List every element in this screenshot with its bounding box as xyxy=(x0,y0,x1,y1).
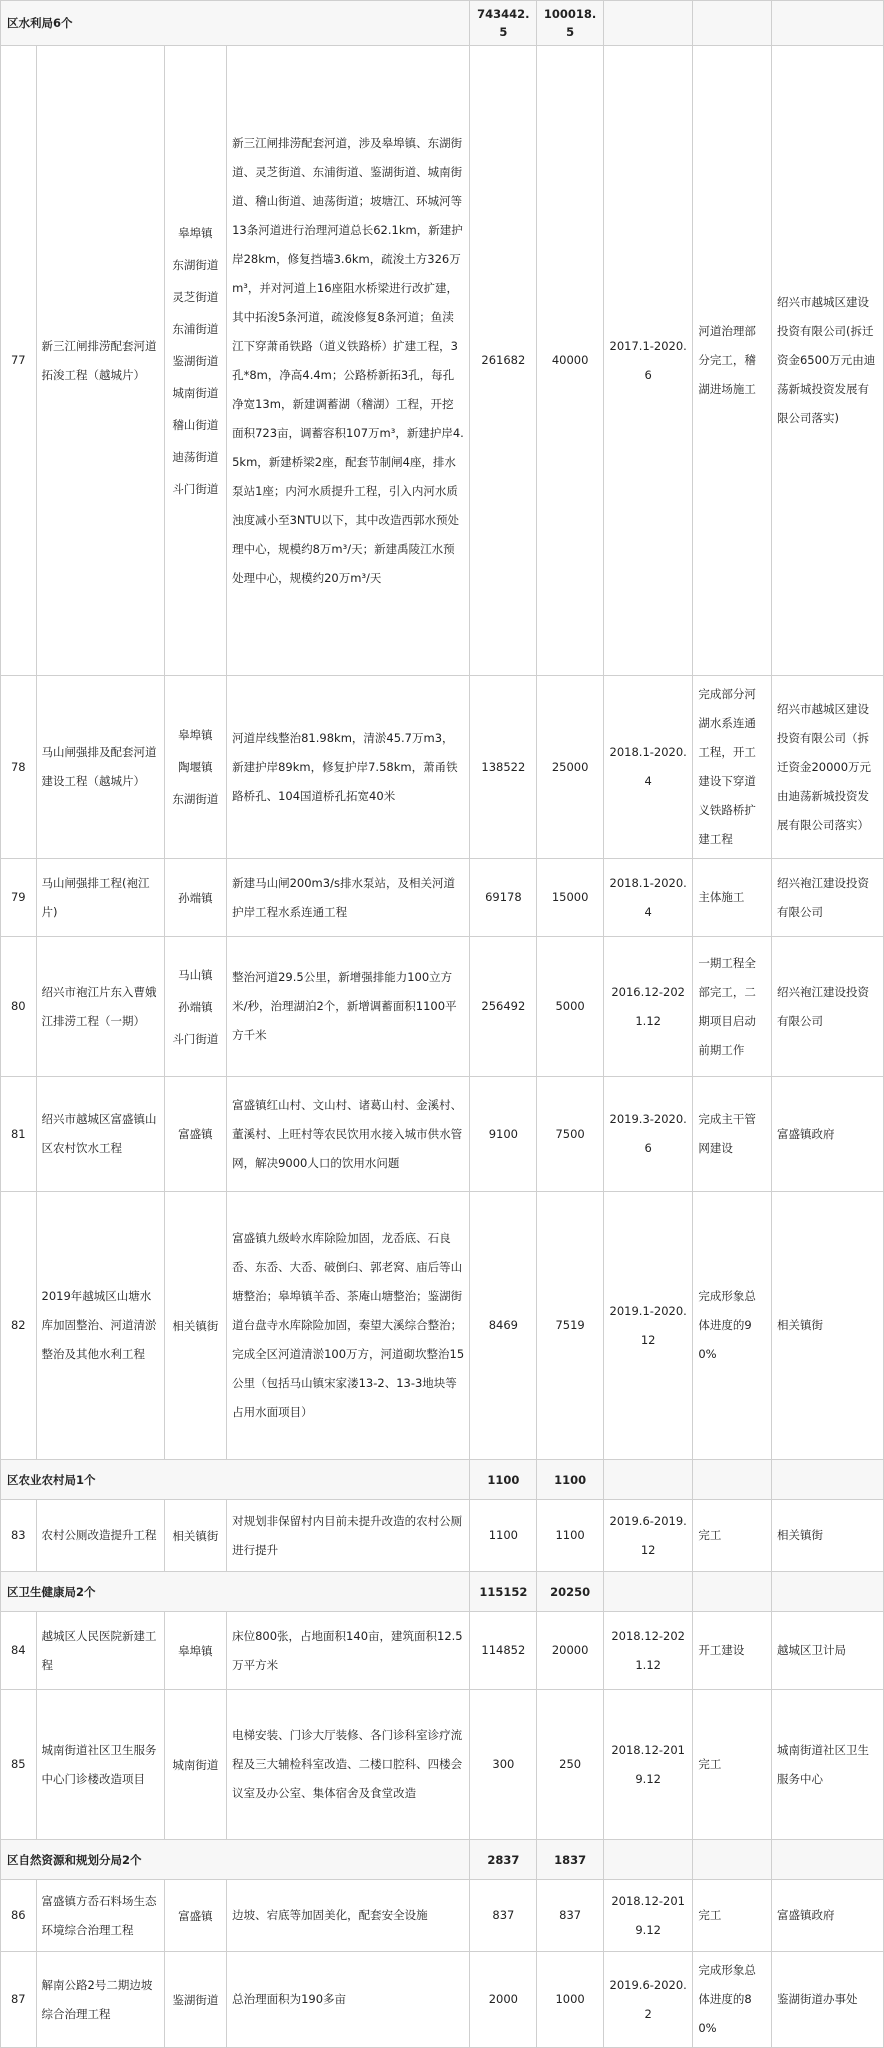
total-investment: 138522 xyxy=(470,676,537,859)
town-name: 稽山街道 xyxy=(172,417,219,432)
project-name: 绍兴市越城区富盛镇山区农村饮水工程 xyxy=(36,1077,164,1192)
empty-cell xyxy=(693,1572,772,1612)
town-name: 斗门街道 xyxy=(172,1031,219,1046)
project-content: 对规划非保留村内目前未提升改造的农村公厕进行提升 xyxy=(227,1500,470,1572)
start-end-time: 2016.12-2021.12 xyxy=(603,937,692,1077)
start-end-time: 2019.6-2019.12 xyxy=(603,1500,692,1572)
town-name: 城南街道 xyxy=(172,1757,219,1772)
progress: 完工 xyxy=(693,1690,772,1840)
group-row xyxy=(1,1840,884,1880)
row-index: 83 xyxy=(1,1500,37,1572)
total-investment: 837 xyxy=(470,1880,537,1952)
group-plan: 100018.5 xyxy=(537,1,604,46)
start-end-time: 2018.1-2020.4 xyxy=(603,676,692,859)
group-plan: 20250 xyxy=(537,1572,604,1612)
town-name: 斗门街道 xyxy=(172,481,219,496)
row-index: 82 xyxy=(1,1192,37,1460)
town-name: 东湖街道 xyxy=(172,792,219,806)
town-name: 城南街道 xyxy=(172,385,219,400)
table-row xyxy=(1,1612,884,1690)
planned-investment: 7500 xyxy=(537,1077,604,1192)
row-index: 81 xyxy=(1,1077,37,1192)
responsible-unit: 富盛镇政府 xyxy=(771,1077,883,1192)
planned-investment: 25000 xyxy=(537,676,604,859)
group-plan: 1837 xyxy=(537,1840,604,1880)
table-row xyxy=(1,1500,884,1572)
responsible-unit: 越城区卫计局 xyxy=(771,1612,883,1690)
total-investment: 261682 xyxy=(470,46,537,676)
row-index: 86 xyxy=(1,1880,37,1952)
planned-investment: 1100 xyxy=(537,1500,604,1572)
empty-cell xyxy=(693,1,772,46)
total-investment: 2000 xyxy=(470,1952,537,2048)
planned-investment: 1000 xyxy=(537,1952,604,2048)
table-row xyxy=(1,1880,884,1952)
project-content: 富盛镇红山村、文山村、诸葛山村、金溪村、董溪村、上旺村等农民饮用水接入城市供水管网，解决9000人口的饮用水问题 xyxy=(227,1077,470,1192)
table-row xyxy=(1,1077,884,1192)
empty-cell xyxy=(771,1460,883,1500)
group-name: 区水利局6个 xyxy=(1,1,470,46)
project-name: 马山闸强排工程(袍江片) xyxy=(36,859,164,937)
total-investment: 256492 xyxy=(470,937,537,1077)
table-row xyxy=(1,676,884,859)
project-content: 总治理面积为190多亩 xyxy=(227,1952,470,2048)
project-towns xyxy=(164,1192,226,1460)
table-body xyxy=(1,1,884,2048)
town-name: 鉴湖街道 xyxy=(172,353,219,368)
planned-investment: 15000 xyxy=(537,859,604,937)
town-name: 皋埠镇 xyxy=(178,1643,213,1658)
project-towns xyxy=(164,1690,226,1840)
group-total: 2837 xyxy=(470,1840,537,1880)
progress: 完成形象总体进度的80% xyxy=(693,1952,772,2048)
table-row xyxy=(1,46,884,676)
start-end-time: 2018.12-2019.12 xyxy=(603,1880,692,1952)
group-plan: 1100 xyxy=(537,1460,604,1500)
project-content: 边坡、宕底等加固美化，配套安全设施 xyxy=(227,1880,470,1952)
project-towns xyxy=(164,1077,226,1192)
town-name: 迪荡街道 xyxy=(172,449,219,464)
start-end-time: 2018.12-2019.12 xyxy=(603,1690,692,1840)
total-investment: 69178 xyxy=(470,859,537,937)
progress: 完工 xyxy=(693,1880,772,1952)
row-index: 80 xyxy=(1,937,37,1077)
project-towns xyxy=(164,1952,226,2048)
empty-cell xyxy=(603,1460,692,1500)
responsible-unit: 绍兴市越城区建设投资有限公司(拆迁资金6500万元由迪荡新城投资发展有限公司落实) xyxy=(771,46,883,676)
responsible-unit: 相关镇街 xyxy=(771,1192,883,1460)
empty-cell xyxy=(603,1,692,46)
table-row xyxy=(1,937,884,1077)
project-content: 整治河道29.5公里，新增强排能力100立方米/秒，治理湖泊2个，新增调蓄面积1100平方千米 xyxy=(227,937,470,1077)
progress: 完成部分河湖水系连通工程，开工建设下穿道义铁路桥扩建工程 xyxy=(693,676,772,859)
project-content: 床位800张，占地面积140亩，建筑面积12.5万平方米 xyxy=(227,1612,470,1690)
start-end-time: 2017.1-2020.6 xyxy=(603,46,692,676)
start-end-time: 2019.6-2020.2 xyxy=(603,1952,692,2048)
start-end-time: 2018.1-2020.4 xyxy=(603,859,692,937)
empty-cell xyxy=(603,1572,692,1612)
project-name: 城南街道社区卫生服务中心门诊楼改造项目 xyxy=(36,1690,164,1840)
project-name: 越城区人民医院新建工程 xyxy=(36,1612,164,1690)
town-name: 鉴湖街道 xyxy=(172,1992,219,2007)
project-towns xyxy=(164,46,226,676)
empty-cell xyxy=(693,1460,772,1500)
project-towns xyxy=(164,1500,226,1572)
empty-cell xyxy=(771,1840,883,1880)
town-name: 灵芝街道 xyxy=(172,289,219,304)
total-investment: 300 xyxy=(470,1690,537,1840)
project-name: 富盛镇方岙石料场生态环境综合治理工程 xyxy=(36,1880,164,1952)
planned-investment: 250 xyxy=(537,1690,604,1840)
progress: 开工建设 xyxy=(693,1612,772,1690)
total-investment: 8469 xyxy=(470,1192,537,1460)
progress: 主体施工 xyxy=(693,859,772,937)
project-towns xyxy=(164,1612,226,1690)
town-name: 东浦街道 xyxy=(172,321,219,336)
row-index: 78 xyxy=(1,676,37,859)
town-name: 相关镇街 xyxy=(172,1528,219,1543)
project-content: 富盛镇九级岭水库除险加固，龙岙底、石良岙、东岙、大岙、破倒臼、郭老窝、庙后等山塘整治；皋埠镇羊岙、茶庵山塘整治；鉴湖街道台盘寺水库除险加固，秦望大溪综合整治；完成全区河道清淤100万方，河道砌坎整治15公里（包括马山镇宋家溇13-2、13-3地块等占用水面项目） xyxy=(227,1192,470,1460)
empty-cell xyxy=(771,1,883,46)
planned-investment: 20000 xyxy=(537,1612,604,1690)
project-name: 2019年越城区山塘水库加固整治、河道清淤整治及其他水利工程 xyxy=(36,1192,164,1460)
group-row xyxy=(1,1460,884,1500)
group-name: 区卫生健康局2个 xyxy=(1,1572,470,1612)
project-content: 新三江闸排涝配套河道，涉及皋埠镇、东湖街道、灵芝街道、东浦街道、鉴湖街道、城南街道、稽山街道、迪荡街道；坡塘江、环城河等13条河道进行治理河道总长62.1km，新建护岸28km，修复挡墙3.6km，疏浚土方326万m³，并对河道上16座阻水桥梁进行改扩建，其中拓浚5条河道，疏浚修复8条河道；鱼渎江下穿萧甬铁路（道义铁路桥）扩建工程，3孔*8m，净高4.4m；公路桥新拓3孔，每孔净宽13m，新建调蓄湖（稽湖）工程，开挖面积723亩，调蓄容积107万m³，新建护岸4.5km，新建桥梁2座，配套节制闸4座，排水泵站1座；内河水质提升工程，引入内河水质浊度减小至3NTU以下，其中改造西郭水预处理中心，规模约8万m³/天；新建禹陵江水预处理中心，规模约20万m³/天 xyxy=(227,46,470,676)
table-row xyxy=(1,1192,884,1460)
town-name: 孙端镇 xyxy=(178,890,213,905)
responsible-unit: 绍兴市越城区建设投资有限公司（拆迁资金20000万元由迪荡新城投资发展有限公司落实） xyxy=(771,676,883,859)
row-index: 87 xyxy=(1,1952,37,2048)
group-row xyxy=(1,1572,884,1612)
progress: 完工 xyxy=(693,1500,772,1572)
town-name: 马山镇 xyxy=(178,967,213,982)
table-row xyxy=(1,1952,884,2048)
responsible-unit: 鉴湖街道办事处 xyxy=(771,1952,883,2048)
responsible-unit: 富盛镇政府 xyxy=(771,1880,883,1952)
planned-investment: 7519 xyxy=(537,1192,604,1460)
project-name: 新三江闸排涝配套河道拓浚工程（越城片） xyxy=(36,46,164,676)
empty-cell xyxy=(771,1572,883,1612)
empty-cell xyxy=(693,1840,772,1880)
responsible-unit: 相关镇街 xyxy=(771,1500,883,1572)
table-row xyxy=(1,1690,884,1840)
planned-investment: 837 xyxy=(537,1880,604,1952)
start-end-time: 2018.12-2021.12 xyxy=(603,1612,692,1690)
progress: 一期工程全部完工，二期项目启动前期工作 xyxy=(693,937,772,1077)
project-content: 电梯安装、门诊大厅装修、各门诊科室诊疗流程及三大辅检科室改造、二楼口腔科、四楼会议室及办公室、集体宿舍及食堂改造 xyxy=(227,1690,470,1840)
total-investment: 114852 xyxy=(470,1612,537,1690)
project-towns xyxy=(164,859,226,937)
progress: 完成形象总体进度的90% xyxy=(693,1192,772,1460)
group-name: 区农业农村局1个 xyxy=(1,1460,470,1500)
town-name: 陶堰镇 xyxy=(178,760,213,774)
town-name: 孙端镇 xyxy=(178,999,213,1014)
project-name: 绍兴市袍江片东入曹娥江排涝工程（一期） xyxy=(36,937,164,1077)
group-total: 1100 xyxy=(470,1460,537,1500)
town-name: 皋埠镇 xyxy=(178,728,213,742)
town-name: 相关镇街 xyxy=(172,1318,219,1333)
town-name: 皋埠镇 xyxy=(178,225,213,240)
project-towns xyxy=(164,676,226,859)
responsible-unit: 城南街道社区卫生服务中心 xyxy=(771,1690,883,1840)
start-end-time: 2019.1-2020.12 xyxy=(603,1192,692,1460)
project-content: 河道岸线整治81.98km，清淤45.7万m3，新建护岸89km，修复护岸7.58km，萧甬铁路桥孔、104国道桥孔拓宽40米 xyxy=(227,676,470,859)
progress: 河道治理部分完工，稽湖进场施工 xyxy=(693,46,772,676)
planned-investment: 40000 xyxy=(537,46,604,676)
group-name: 区自然资源和规划分局2个 xyxy=(1,1840,470,1880)
project-name: 解南公路2号二期边坡综合治理工程 xyxy=(36,1952,164,2048)
town-name: 富盛镇 xyxy=(178,1127,213,1141)
table-row xyxy=(1,859,884,937)
start-end-time: 2019.3-2020.6 xyxy=(603,1077,692,1192)
project-towns xyxy=(164,937,226,1077)
project-name: 农村公厕改造提升工程 xyxy=(36,1500,164,1572)
group-row xyxy=(1,1,884,46)
total-investment: 1100 xyxy=(470,1500,537,1572)
total-investment: 9100 xyxy=(470,1077,537,1192)
town-name: 富盛镇 xyxy=(178,1908,213,1923)
row-index: 84 xyxy=(1,1612,37,1690)
project-content: 新建马山闸200m3/s排水泵站，及相关河道护岸工程水系连通工程 xyxy=(227,859,470,937)
planned-investment: 5000 xyxy=(537,937,604,1077)
responsible-unit: 绍兴袍江建设投资有限公司 xyxy=(771,937,883,1077)
row-index: 85 xyxy=(1,1690,37,1840)
progress: 完成主干管网建设 xyxy=(693,1077,772,1192)
group-total: 743442.5 xyxy=(470,1,537,46)
empty-cell xyxy=(603,1840,692,1880)
row-index: 79 xyxy=(1,859,37,937)
town-name: 东湖街道 xyxy=(172,257,219,272)
project-name: 马山闸强排及配套河道建设工程（越城片） xyxy=(36,676,164,859)
group-total: 115152 xyxy=(470,1572,537,1612)
row-index: 77 xyxy=(1,46,37,676)
project-towns xyxy=(164,1880,226,1952)
responsible-unit: 绍兴袍江建设投资有限公司 xyxy=(771,859,883,937)
